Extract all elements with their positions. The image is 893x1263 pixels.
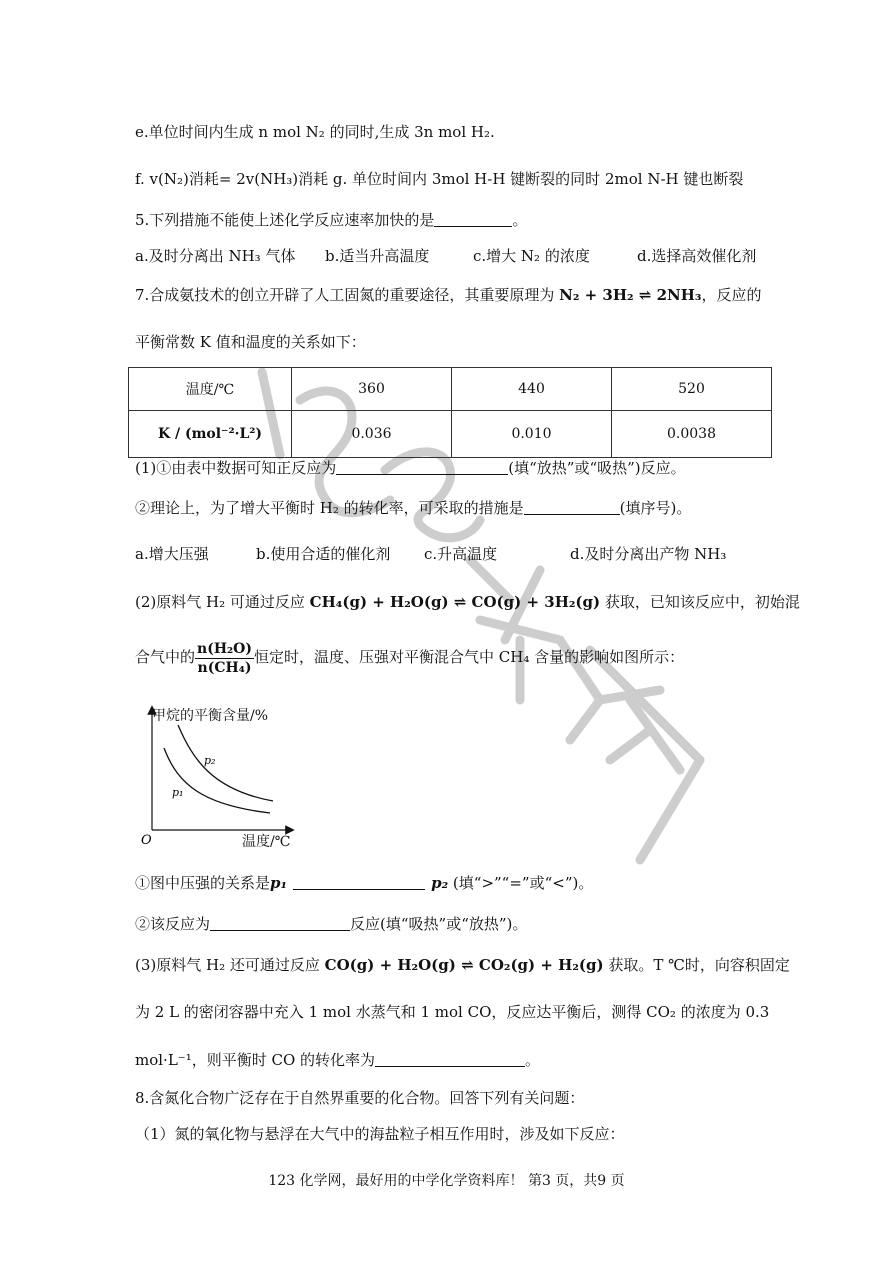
origin-label: O xyxy=(141,833,152,848)
part-2: (2)原料气 H₂ 可通过反应 CH₄(g) + H₂O(g) ⇌ CO(g) + 3H₂(g) 获取，已知该反应中，初始混 xyxy=(135,593,800,611)
question-8: 8.含氮化合物广泛存在于自然界重要的化合物。回答下列有关问题： xyxy=(135,1089,585,1107)
table-cell: 520 xyxy=(612,368,772,411)
question-7-cont: 平衡常数 K 值和温度的关系如下： xyxy=(135,333,366,351)
table-cell: 温度/℃ xyxy=(129,368,292,411)
line-e: e.单位时间内生成 n mol N₂ 的同时,生成 3n mol H₂. xyxy=(135,123,495,141)
question-8-part-1: （1）氮的氧化物与悬浮在大气中的海盐粒子相互作用时，涉及如下反应： xyxy=(135,1125,625,1143)
table-cell: 0.010 xyxy=(452,411,612,458)
answer-blank[interactable] xyxy=(293,873,425,890)
table-cell: 0.0038 xyxy=(612,411,772,458)
part-1-2: ②理论上，为了增大平衡时 H₂ 的转化率，可采取的措施是 (填序号)。 xyxy=(135,499,692,517)
table-cell: 440 xyxy=(452,368,612,411)
part-1-2-options: a.增大压强 b.使用合适的催化剂 c.升高温度 d.及时分离出产物 NH₃ xyxy=(135,545,727,563)
table-cell: 360 xyxy=(292,368,452,411)
part-3: (3)原料气 H₂ 还可通过反应 CO(g) + H₂O(g) ⇌ CO₂(g) + H₂(g) 获取。T ℃时，向容积固定 xyxy=(135,956,790,974)
line-f: f. v(N₂)消耗= 2v(NH₃)消耗 g. 单位时间内 3mol H-H 键断裂的同时 2mol N-H 键也断裂 xyxy=(135,170,744,188)
series-p2-line xyxy=(178,725,273,801)
answer-blank[interactable] xyxy=(336,458,508,475)
answer-blank[interactable] xyxy=(524,498,620,515)
table-cell: 0.036 xyxy=(292,411,452,458)
answer-blank[interactable] xyxy=(434,210,512,227)
k-temperature-table xyxy=(128,367,772,458)
x-axis-label: 温度/℃ xyxy=(242,834,291,850)
page-footer: 123 化学网，最好用的中学化学资料库！ 第3 页，共9 页 xyxy=(268,1173,625,1189)
part-2-cont: 合气中的 $\frac{\text{n(H₂O)}}{\text{n(CH₄)}}$ 恒定时，温度、压强对平衡混合气中 CH₄ 含量的影响如图所示： xyxy=(135,640,685,676)
table-cell: K / (mol⁻²·L²) xyxy=(129,411,292,458)
series-label-p1: p₁ xyxy=(172,786,184,799)
series-label-p2: p₂ xyxy=(204,754,216,767)
table-row xyxy=(129,411,772,458)
part-3-cont: 为 2 L 的密闭容器中充入 1 mol 水蒸气和 1 mol CO，反应达平衡后，测得 CO₂ 的浓度为 0.3 xyxy=(135,1003,770,1021)
ratio-fraction: $\frac{\text{n(H₂O)}}{\text{n(CH₄)}}$ xyxy=(197,640,252,676)
chart-question-1: ①图中压强的关系是p₁ p₂ (填“>”“=”或“<”)。 xyxy=(135,874,594,892)
y-axis-label: 甲烷的平衡含量/% xyxy=(152,708,269,724)
question-5: 5.下列措施不能使上述化学反应速率加快的是 。 xyxy=(135,211,528,229)
answer-blank[interactable] xyxy=(375,1050,525,1067)
part-1-1: (1)①由表中数据可知正反应为 (填“放热”或“吸热”)反应。 xyxy=(135,459,686,477)
answer-blank[interactable] xyxy=(210,914,350,931)
question-5-options: a.及时分离出 NH₃ 气体 b.适当升高温度 c.增大 N₂ 的浓度 d.选择高效催化剂 xyxy=(135,247,757,265)
chart-question-2: ②该反应为 反应(填“吸热”或“放热”)。 xyxy=(135,915,528,933)
part-3-question: mol·L⁻¹，则平衡时 CO 的转化率为 。 xyxy=(135,1051,541,1069)
series-p1-line xyxy=(164,748,270,813)
question-7: 7.合成氨技术的创立开辟了人工固氮的重要途径，其重要原理为 N₂ + 3H₂ ⇌ 2NH₃，反应的 xyxy=(135,286,762,304)
table-row xyxy=(129,368,772,411)
